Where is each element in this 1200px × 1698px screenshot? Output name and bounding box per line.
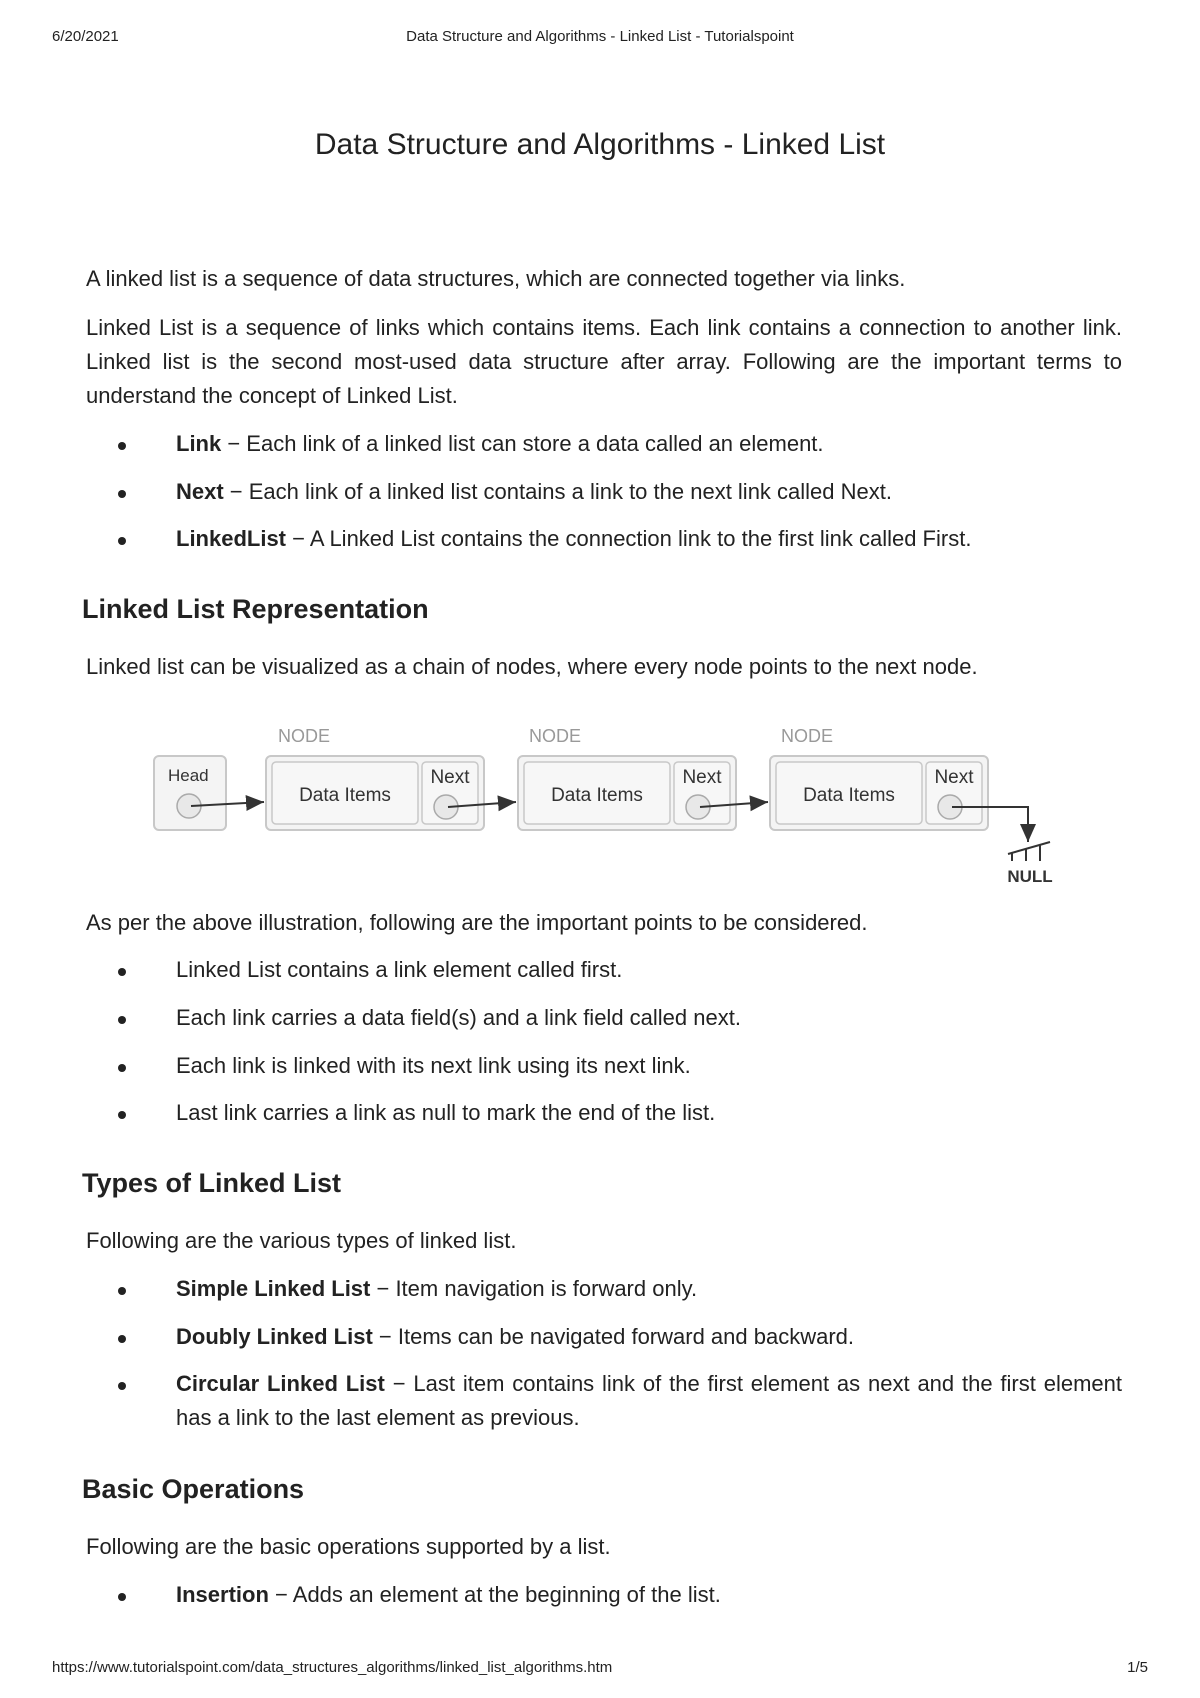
term-linkedlist: LinkedList	[176, 526, 287, 551]
list-item	[118, 1578, 1122, 1612]
type-desc: − Last item contains link of the first element as next and the first element has a link to the last element as previous.	[176, 1371, 1122, 1430]
node-label: NODE	[781, 726, 834, 746]
operation-desc: − Adds an element at the beginning of the list.	[268, 1582, 721, 1607]
point-text: Last link carries a link as null to mark the end of the list.	[176, 1100, 716, 1125]
next-label: Next	[682, 767, 722, 788]
print-date: 6/20/2021	[52, 28, 119, 45]
next-label: Next	[430, 767, 470, 788]
node-label: NODE	[278, 726, 331, 746]
heading-representation: Linked List Representation	[82, 594, 429, 624]
bullet-icon	[118, 968, 126, 976]
point-text: Each link is linked with its next link using its next link.	[176, 1053, 691, 1078]
type-term: Circular Linked List	[176, 1371, 385, 1396]
list-item	[118, 1001, 1122, 1035]
term-next: Next	[176, 479, 224, 504]
list-item	[118, 1096, 1122, 1130]
intro-paragraph-2: Linked List is a sequence of links which contains items. Each link contains a connection to another link. Linked list is the second most-used data structure after array. Following are the important terms to understand the concept of Linked List.	[86, 315, 1122, 408]
term-desc: − Each link of a linked list can store a data called an element.	[221, 431, 824, 456]
list-item	[118, 1272, 1122, 1306]
ground-icon	[1008, 842, 1050, 861]
data-items-label: Data Items	[551, 785, 643, 806]
bullet-icon	[118, 537, 126, 545]
head-label: Head	[168, 766, 209, 785]
next-label: Next	[934, 767, 974, 788]
type-term: Doubly Linked List	[176, 1324, 373, 1349]
type-desc: − Item navigation is forward only.	[370, 1276, 698, 1301]
null-label: NULL	[1007, 867, 1053, 886]
page-number: 1/5	[1127, 1659, 1148, 1676]
linked-list-diagram	[150, 718, 1070, 890]
type-term: Simple Linked List	[176, 1276, 371, 1301]
operation-term: Insertion	[176, 1582, 269, 1607]
illustration-paragraph: As per the above illustration, following are the important points to be considered.	[86, 910, 868, 935]
list-item	[118, 1320, 1122, 1354]
term-link: Link	[176, 431, 222, 456]
node-label: NODE	[529, 726, 582, 746]
list-item	[118, 475, 1122, 509]
heading-operations: Basic Operations	[82, 1474, 305, 1504]
type-desc: − Items can be navigated forward and backward.	[372, 1324, 855, 1349]
bullet-icon	[118, 1111, 126, 1119]
point-text: Each link carries a data field(s) and a link field called next.	[176, 1005, 741, 1030]
data-items-label: Data Items	[803, 785, 895, 806]
bullet-icon	[118, 1064, 126, 1072]
list-item	[118, 1367, 1122, 1435]
term-desc: − Each link of a linked list contains a link to the next link called Next.	[223, 479, 892, 504]
heading-types: Types of Linked List	[82, 1168, 342, 1198]
print-url: https://www.tutorialspoint.com/data_structures_algorithms/linked_list_algorithms.htm	[52, 1659, 613, 1676]
intro-paragraph-1: A linked list is a sequence of data structures, which are connected together via links.	[86, 266, 906, 291]
bullet-icon	[118, 442, 126, 450]
bullet-icon	[118, 1287, 126, 1295]
bullet-icon	[118, 1016, 126, 1024]
print-page-title: Data Structure and Algorithms - Linked List - Tutorialspoint	[406, 28, 794, 45]
operations-paragraph: Following are the basic operations supported by a list.	[86, 1534, 611, 1559]
bullet-icon	[118, 1382, 126, 1390]
page-title: Data Structure and Algorithms - Linked List	[314, 128, 886, 161]
types-paragraph: Following are the various types of linked list.	[86, 1228, 517, 1253]
bullet-icon	[118, 490, 126, 498]
bullet-icon	[118, 1335, 126, 1343]
representation-paragraph: Linked list can be visualized as a chain of nodes, where every node points to the next node.	[86, 654, 978, 679]
list-item	[118, 953, 1122, 987]
bullet-icon	[118, 1593, 126, 1601]
list-item	[118, 1049, 1122, 1083]
list-item	[118, 427, 1122, 461]
list-item	[118, 522, 1122, 556]
term-desc: − A Linked List contains the connection link to the first link called First.	[286, 526, 972, 551]
data-items-label: Data Items	[299, 785, 391, 806]
point-text: Linked List contains a link element called first.	[176, 957, 623, 982]
